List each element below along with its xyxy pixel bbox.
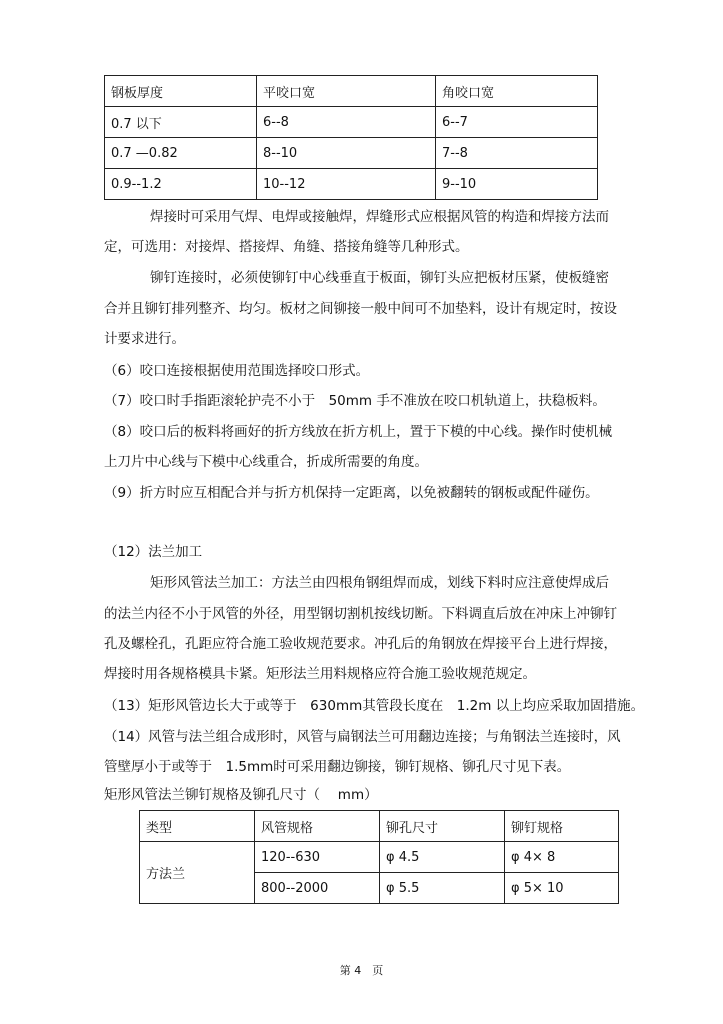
table-cell: 7--8 — [436, 138, 598, 169]
paragraph-line: 焊接时可采用气焊、电焊或接触焊，焊缝形式应根据风管的构造和焊接方法而 — [150, 209, 609, 225]
paragraph-line: 管壁厚小于或等于 1.5mm时可采用翻边铆接，铆钉规格、铆孔尺寸见下表。 — [104, 759, 571, 775]
list-item: （8）咬口后的板料将画好的折方线放在折方机上，置于下模的中心线。操作时使机械 — [104, 424, 613, 440]
paragraph-line: 计要求进行。 — [104, 331, 185, 347]
paragraph-line: 铆钉连接时，必须使铆钉中心线垂直于板面，铆钉头应把板材压紧，使板缝密 — [150, 270, 609, 286]
list-item: （6）咬口连接根据使用范围选择咬口形式。 — [104, 363, 370, 379]
table-header-cell: 类型 — [140, 811, 255, 842]
table-caption: 矩形风管法兰铆钉规格及铆孔尺寸（ mm） — [104, 787, 378, 803]
table-cell: 6--7 — [436, 107, 598, 138]
table-cell: φ 4.5 — [380, 842, 505, 873]
table-header-cell: 铆孔尺寸 — [380, 811, 505, 842]
list-item: （13）矩形风管边长大于或等于 630mm其管段长度在 1.2m 以上均应采取加固措施。 — [104, 698, 645, 714]
table-cell: 120--630 — [255, 842, 380, 873]
flange-rivet-spec-table — [139, 810, 619, 904]
paragraph-line: 的法兰内径不小于风管的外径，用型钢切割机按线切断。下料调直后放在冲床上冲铆钉 — [104, 606, 617, 622]
paragraph-line: 焊接时用各规格模具卡紧。矩形法兰用料规格应符合施工验收规范规定。 — [104, 666, 536, 682]
list-item: （7）咬口时手指距滚轮护壳不小于 50mm 手不准放在咬口机轨道上，扶稳板料。 — [104, 393, 606, 409]
table-row — [105, 107, 598, 138]
steel-seam-width-table — [104, 75, 598, 200]
table-header-cell: 角咬口宽 — [436, 76, 598, 107]
table-cell: 8--10 — [257, 138, 436, 169]
table-cell: 0.9--1.2 — [105, 169, 257, 200]
paragraph-line: 定，可选用：对接焊、搭接焊、角缝、搭接角缝等几种形式。 — [104, 239, 469, 255]
table-cell-type: 方法兰 — [140, 842, 255, 904]
table-cell: φ 4× 8 — [505, 842, 619, 873]
paragraph-line: 孔及螺栓孔，孔距应符合施工验收规范要求。冲孔后的角钢放在焊接平台上进行焊接， — [104, 636, 617, 652]
table-cell: 0.7 —0.82 — [105, 138, 257, 169]
table-header-cell: 风管规格 — [255, 811, 380, 842]
table-cell: 6--8 — [257, 107, 436, 138]
table-header-cell: 平咬口宽 — [257, 76, 436, 107]
paragraph-line: 合并且铆钉排列整齐、均匀。板材之间铆接一般中间可不加垫料，设计有规定时，按设 — [104, 301, 617, 317]
table-header-row — [140, 811, 619, 842]
table-header-row — [105, 76, 598, 107]
table-cell: 800--2000 — [255, 873, 380, 904]
table-cell: 10--12 — [257, 169, 436, 200]
list-item: （14）风管与法兰组合成形时，风管与扁钢法兰可用翻边连接；与角钢法兰连接时，风 — [104, 729, 621, 745]
table-cell: φ 5.5 — [380, 873, 505, 904]
table-header-cell: 钢板厚度 — [105, 76, 257, 107]
table-header-cell: 铆钉规格 — [505, 811, 619, 842]
section-heading: （12）法兰加工 — [104, 544, 203, 560]
paragraph-line: 上刀片中心线与下模中心线重合，折成所需要的角度。 — [104, 454, 428, 470]
table-cell: 0.7 以下 — [105, 107, 257, 138]
table-row — [140, 842, 619, 873]
table-row — [105, 138, 598, 169]
table-cell: 9--10 — [436, 169, 598, 200]
table-row — [105, 169, 598, 200]
table-cell: φ 5× 10 — [505, 873, 619, 904]
paragraph-line: 矩形风管法兰加工：方法兰由四根角钢组焊而成，划线下料时应注意使焊成后 — [150, 575, 609, 591]
page-number: 第 4 页 — [339, 964, 384, 977]
list-item: （9）折方时应互相配合并与折方机保持一定距离，以免被翻转的钢板或配件碰伤。 — [104, 485, 599, 501]
